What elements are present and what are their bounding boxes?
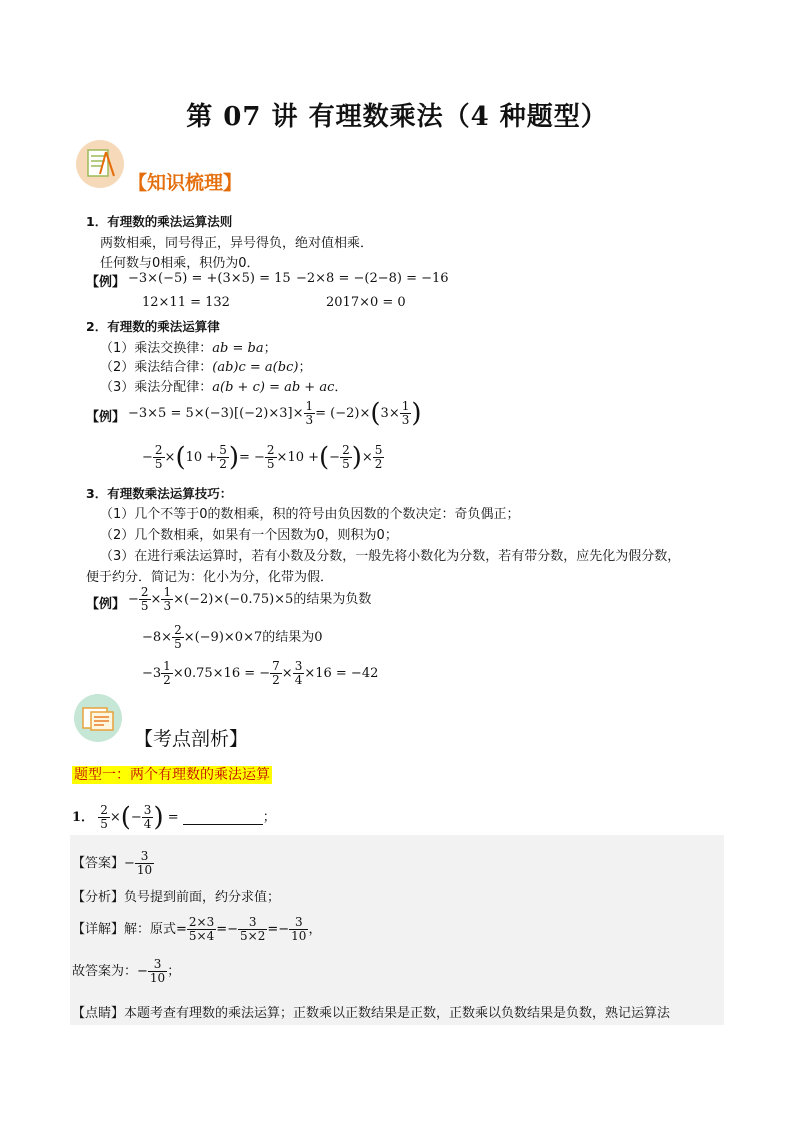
section-knowledge-title: 【知识梳理】 — [128, 172, 243, 194]
k2-item1: （1）乘法交换律：ab = ba； — [100, 341, 277, 356]
page-title: 第 07 讲 有理数乘法（4 种题型） — [186, 102, 608, 132]
k1-heading: 1．有理数的乘法运算法则 — [86, 214, 233, 229]
k3-item1: （1）几个不等于0的数相乘，积的符号由负因数的个数决定：奇负偶正； — [100, 507, 520, 522]
k3-ex3: −3 $\frac{1}{2}$ ×0.75×16 = − $\frac{7}{2}$ × $\frac{3}{4}$ ×16 = −42 — [142, 659, 379, 687]
notebook-icon — [76, 140, 124, 188]
k2-item3: （3）乘法分配律：a(b + c) = ab + ac． — [100, 380, 348, 395]
k1-ex2: −2×8 = −(2−8) = −16 — [296, 271, 449, 286]
q1-analysis: 【分析】负号提到前面，约分求值； — [72, 890, 281, 905]
q1-answer-blank[interactable] — [183, 811, 263, 825]
q1-answer: 【答案】− $\frac{3}{10}$ — [72, 849, 153, 877]
q1-question: 1． $\frac{2}{5}$ ×(− $\frac{3}{4}$ ) = ； — [72, 802, 276, 833]
k1-line1: 两数相乘，同号得正，异号得负，绝对值相乘． — [100, 236, 374, 251]
k1-ex1: −3×(−5) = +(3×5) = 15 — [128, 271, 291, 286]
k1-line2: 任何数与0相乘，积仍为0． — [100, 256, 260, 271]
k3-ex2: −8× $\frac{2}{5}$ ×(−9)×0×7的结果为0 — [142, 623, 323, 651]
document-icon — [74, 694, 122, 742]
k3-example-label: 【例】 — [86, 597, 126, 612]
k1-example-label: 【例】 — [86, 275, 126, 290]
q1-final: 故答案为：− $\frac{3}{10}$ ； — [72, 957, 181, 985]
k1-ex4: 2017×0 = 0 — [326, 295, 406, 310]
type1-heading: 题型一：两个有理数的乘法运算 — [74, 767, 270, 783]
k1-ex3: 12×11 = 132 — [142, 295, 230, 310]
q1-point: 【点睛】本题考查有理数的乘法运算；正数乘以正数结果是正数，正数乘以负数结果是负数，熟记运算法 — [72, 1006, 671, 1021]
k3-ex1: − $\frac{2}{5}$ × $\frac{1}{3}$ ×(−2)×(−0.75)×5的结果为负数 — [128, 585, 372, 613]
k3-item3b: 便于约分．简记为：化小为分，化带为假． — [86, 570, 334, 585]
k3-item3a: （3）在进行乘法运算时，若有小数及分数，一般先将小数化为分数，若有带分数，应先化为假分数， — [100, 549, 681, 564]
k3-item2: （2）几个数相乘，如果有一个因数为0，则积为0； — [100, 528, 398, 543]
k2-ex2: [(−2)×3]× $\frac{1}{3}$ = (−2)×(3× $\frac{1}{3}$ ) — [234, 398, 422, 429]
section-analysis-title: 【考点剖析】 — [134, 728, 249, 750]
q1-detail: 【详解】解：原式= $\frac{2\times 3}{5\times 4}$ =− $\frac{3}{5\times 2}$ =− $\frac{3}{10}$ ， — [72, 915, 322, 943]
k2-heading: 2．有理数的乘法运算律 — [86, 319, 220, 334]
k2-example-label: 【例】 — [86, 410, 126, 425]
k3-heading: 3．有理数乘法运算技巧： — [86, 486, 233, 501]
k2-ex1: −3×5 = 5×(−3) — [128, 406, 234, 421]
k2-item2: （2）乘法结合律：(ab)c = a(bc)； — [100, 360, 312, 375]
k2-ex3: − $\frac{2}{5}$ ×(10 + $\frac{5}{2}$ )= − $\frac{2}{5}$ ×10 +(− $\frac{2}{5}$ )× $\frac{5}{2}$ — [142, 442, 383, 473]
